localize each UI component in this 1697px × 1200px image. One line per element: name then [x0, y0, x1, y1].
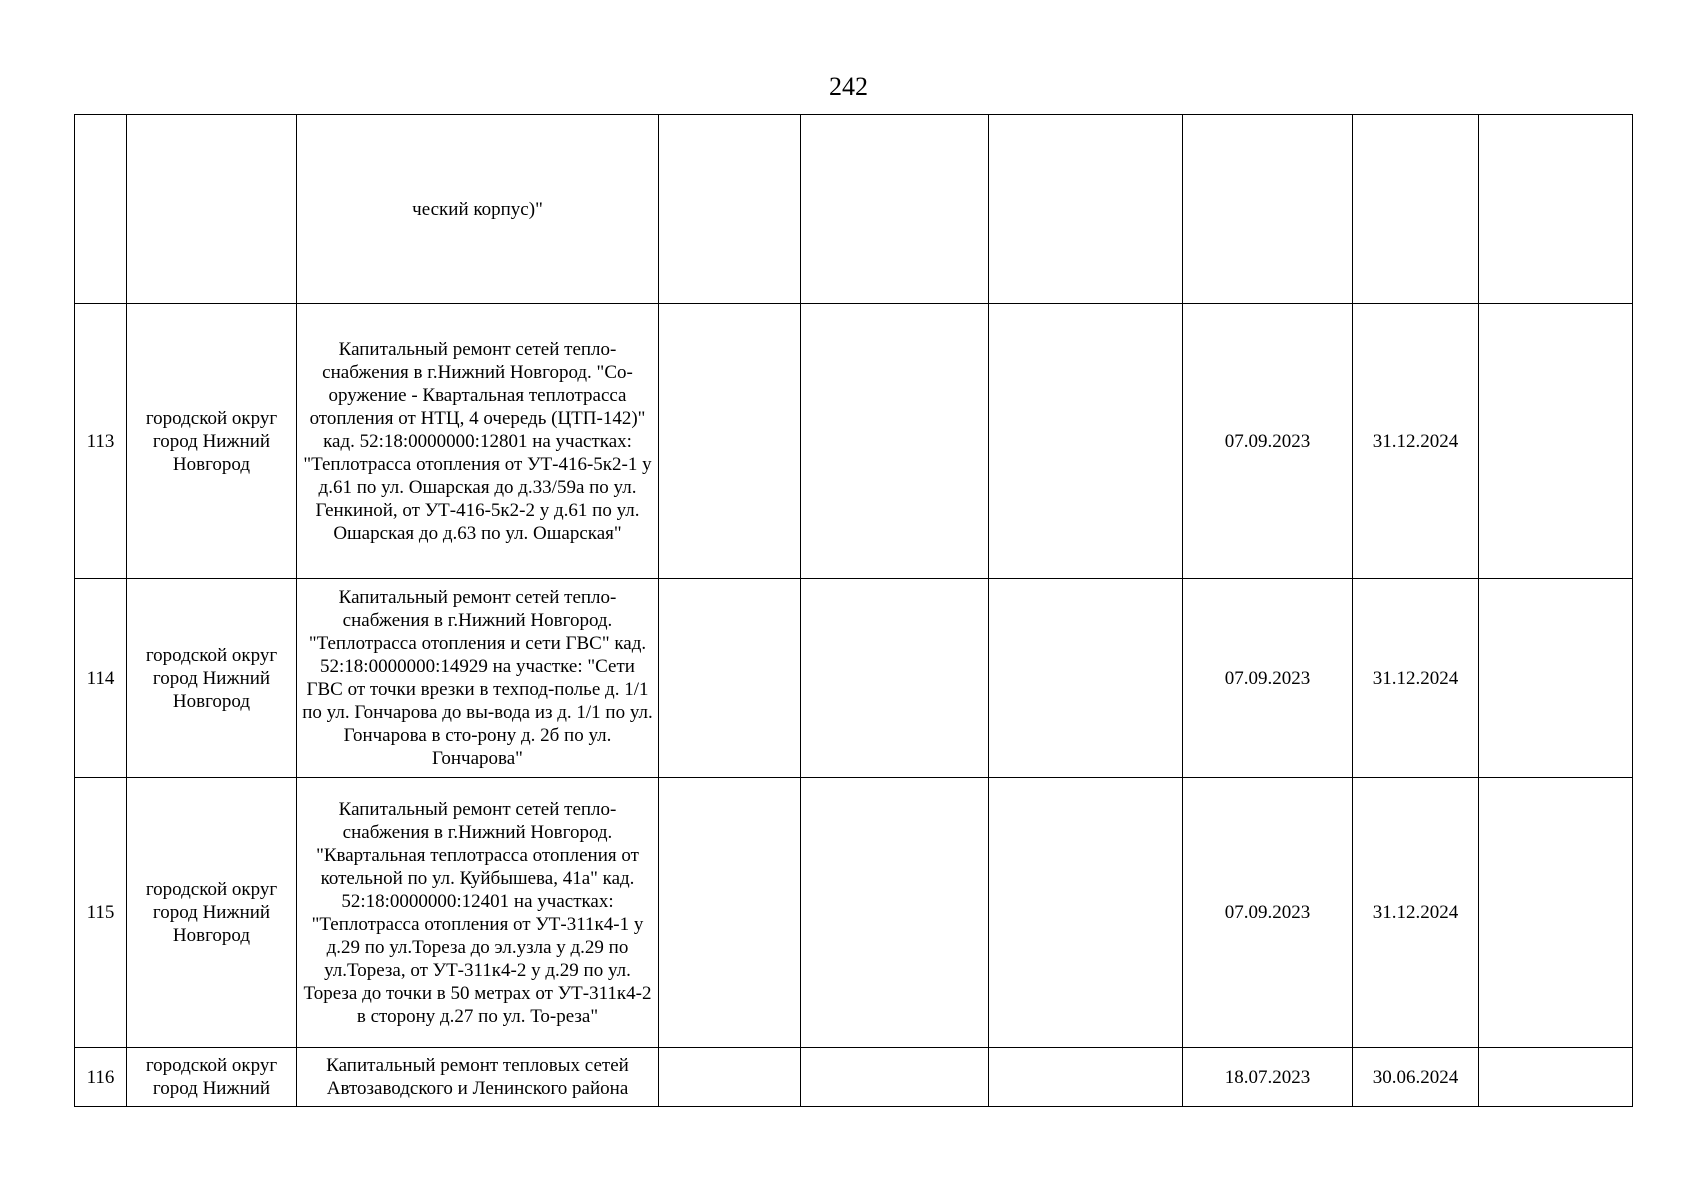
description-cell: ческий корпус)"	[297, 115, 659, 304]
empty-cell	[989, 579, 1183, 778]
page-number: 242	[829, 72, 868, 101]
empty-cell	[801, 1048, 989, 1107]
row-number: 113	[75, 304, 127, 579]
municipality-cell: городской округ город Нижний	[127, 1048, 297, 1107]
end-date-cell	[1353, 115, 1479, 304]
empty-cell	[1479, 304, 1633, 579]
empty-cell	[801, 115, 989, 304]
empty-cell	[659, 579, 801, 778]
empty-cell	[989, 778, 1183, 1048]
empty-cell	[1479, 115, 1633, 304]
start-date-cell: 07.09.2023	[1183, 304, 1353, 579]
table-row	[75, 115, 1633, 304]
empty-cell	[1479, 1048, 1633, 1107]
description-cell: Капитальный ремонт сетей тепло-снабжения в г.Нижний Новгород. "Квартальная теплотрасса отопления от котельной по ул. Куйбышева, 41а" кад. 52:18:0000000:12401 на участках: "Теплотрасса отопления от УТ-311к4-1 у д.29 по ул.Тореза до эл.узла у д.29 по ул.Тореза, от УТ-311к4-2 у д.29 по ул. Тореза до точки в 50 метрах от УТ-311к4-2 в сторону д.27 по ул. То-реза"	[297, 778, 659, 1048]
table-row	[75, 579, 1633, 778]
start-date-cell: 07.09.2023	[1183, 778, 1353, 1048]
empty-cell	[801, 579, 989, 778]
table-row	[75, 304, 1633, 579]
empty-cell	[659, 115, 801, 304]
empty-cell	[801, 778, 989, 1048]
empty-cell	[659, 778, 801, 1048]
empty-cell	[989, 1048, 1183, 1107]
empty-cell	[659, 304, 801, 579]
empty-cell	[989, 304, 1183, 579]
municipality-cell: городской округ город Нижний Новгород	[127, 304, 297, 579]
works-table	[74, 114, 1633, 1107]
municipality-cell: городской округ город Нижний Новгород	[127, 778, 297, 1048]
end-date-cell: 31.12.2024	[1353, 579, 1479, 778]
start-date-cell: 07.09.2023	[1183, 579, 1353, 778]
empty-cell	[1479, 778, 1633, 1048]
empty-cell	[659, 1048, 801, 1107]
end-date-cell: 31.12.2024	[1353, 778, 1479, 1048]
description-cell: Капитальный ремонт сетей тепло-снабжения в г.Нижний Новгород. "Теплотрасса отопления и сети ГВС" кад. 52:18:0000000:14929 на участке: "Сети ГВС от точки врезки в техпод-полье д. 1/1 по ул. Гончарова до вы-вода из д. 1/1 по ул. Гончарова в сто-рону д. 2б по ул. Гончарова"	[297, 579, 659, 778]
end-date-cell: 31.12.2024	[1353, 304, 1479, 579]
municipality-cell: городской округ город Нижний Новгород	[127, 579, 297, 778]
row-number: 114	[75, 579, 127, 778]
start-date-cell	[1183, 115, 1353, 304]
row-number: 116	[75, 1048, 127, 1107]
empty-cell	[1479, 579, 1633, 778]
row-number	[75, 115, 127, 304]
start-date-cell: 18.07.2023	[1183, 1048, 1353, 1107]
empty-cell	[801, 304, 989, 579]
municipality-cell	[127, 115, 297, 304]
table-row	[75, 778, 1633, 1048]
row-number: 115	[75, 778, 127, 1048]
table-row	[75, 1048, 1633, 1107]
end-date-cell: 30.06.2024	[1353, 1048, 1479, 1107]
description-cell: Капитальный ремонт сетей тепло-снабжения в г.Нижний Новгород. "Со-оружение - Квартальная теплотрасса отопления от НТЦ, 4 очередь (ЦТП-142)" кад. 52:18:0000000:12801 на участках: "Теплотрасса отопления от УТ-416-5к2-1 у д.61 по ул. Ошарская до д.33/59а по ул. Генкиной, от УТ-416-5к2-2 у д.61 по ул. Ошарская до д.63 по ул. Ошарская"	[297, 304, 659, 579]
empty-cell	[989, 115, 1183, 304]
description-cell: Капитальный ремонт тепловых сетей Автозаводского и Ленинского района	[297, 1048, 659, 1107]
